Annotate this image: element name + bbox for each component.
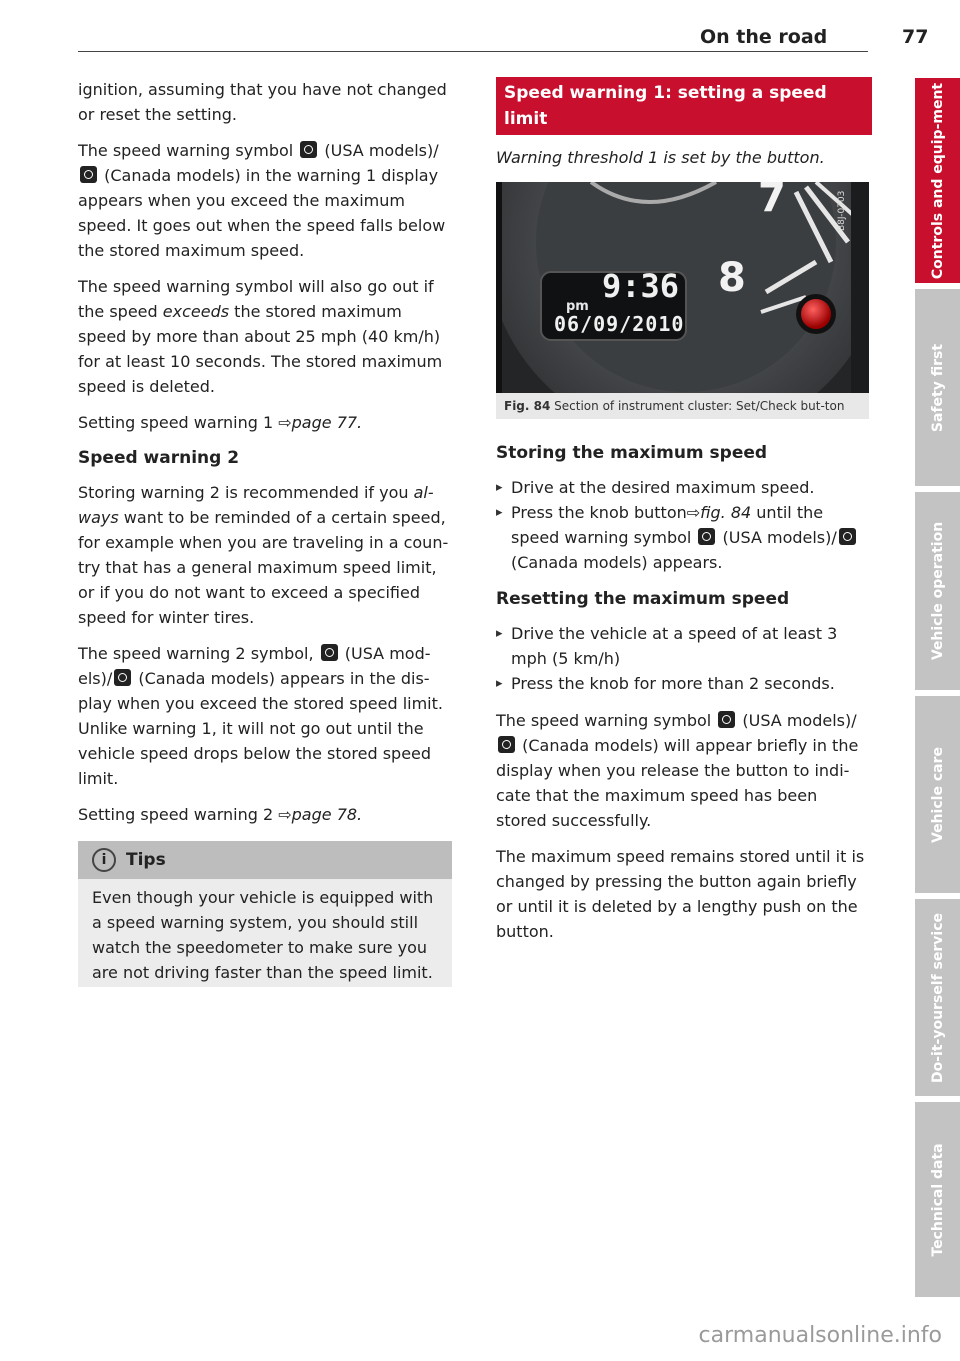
section-intro: Warning threshold 1 is set by the button. [496,148,825,167]
page-link[interactable]: page 77. [291,413,363,432]
display-time: 9:36 [602,267,680,305]
speed-warning-usa-icon [300,141,317,158]
paragraph: The speed warning symbol will also go out if the speed exceeds the stored maximum speed by more than about 25 mph (40 km/h) for at least 10 seconds. The stored maximum speed is deleted. [78,277,443,396]
heading-resetting: Resetting the maximum speed [496,589,790,609]
cross-reference: Setting speed warning 1 ⇨page 77. [78,413,363,432]
paragraph: The speed warning symbol (USA models)/ (Canada models) will appear briefly in the display when you release the button to indi-cate that the maximum speed has been stored successfully. [496,711,859,830]
heading-speed-warning-2: Speed warning 2 [78,448,240,468]
tips-box [78,841,452,987]
tab-safety-first[interactable]: Safety first [915,289,960,486]
storing-steps [496,475,872,575]
right-column [496,77,872,955]
header-rule [78,51,868,52]
speed-warning-2-usa-icon [321,644,338,661]
tab-vehicle-operation[interactable]: Vehicle operation [915,492,960,690]
tab-do-it-yourself-service[interactable]: Do-it-yourself service [915,899,960,1096]
info-icon: i [92,848,116,872]
speed-warning-canada-icon [498,736,515,753]
running-header-section: On the road [700,26,828,48]
tips-title: Tips [126,850,166,870]
tab-technical-data[interactable]: Technical data [915,1102,960,1297]
section-title: Speed warning 1: setting a speed limit [496,77,872,135]
paragraph: The speed warning 2 symbol, (USA mod-els)/ (Canada models) appears in the dis-play when you exceed the stored speed limit. Unlike warning 1, it will not go out until the vehicle speed drops below the stored speed limit. [78,644,443,788]
display-ampm: pm [566,299,589,314]
figure-link[interactable]: fig. 84 [700,503,752,522]
speed-warning-2-canada-icon [114,669,131,686]
list-item: ▸ Drive the vehicle at a speed of at least 3 mph (5 km/h) [496,621,872,671]
list-item: ▸ Press the knob for more than 2 seconds. [496,671,872,696]
instrument-cluster-image [496,182,869,393]
speedo-digit-7: 7 [758,182,786,221]
page-number: 77 [902,26,929,48]
list-item: ▸ Press the knob button⇨fig. 84 until the speed warning symbol (USA models)/ (Canada models) appears. [496,500,872,575]
figure-code: B8J-0703 [837,190,847,231]
tab-vehicle-care[interactable]: Vehicle care [915,696,960,893]
cross-reference: Setting speed warning 2 ⇨page 78. [78,805,363,824]
figure-84 [496,182,869,419]
figure-caption: Fig. 84 Section of instrument cluster: Set/Check but-ton [504,399,845,413]
display-date: 06/09/2010 [554,312,685,336]
resetting-steps [496,621,872,696]
speedo-digit-8: 8 [718,255,746,301]
heading-storing: Storing the maximum speed [496,443,768,463]
speed-warning-usa-icon [718,711,735,728]
tips-body: Even though your vehicle is equipped with a speed warning system, you should still watch the speedometer to make sure you are not driving faster than the speed limit. [92,888,434,982]
paragraph: ignition, assuming that you have not changed or reset the setting. [78,80,447,124]
paragraph: The maximum speed remains stored until it is changed by pressing the button again briefly or until it is deleted by a lengthy push on the button. [496,847,865,941]
list-item: ▸ Drive at the desired maximum speed. [496,475,872,500]
speed-warning-usa-icon [698,528,715,545]
watermark: carmanualsonline.info [698,1323,942,1348]
page-link[interactable]: page 78. [291,805,363,824]
tab-controls-and-equipment[interactable]: Controls and equip-ment [915,78,960,283]
paragraph: The speed warning symbol (USA models)/ (Canada models) in the warning 1 display appears when you exceed the maximum speed. It goes out when the speed falls below the stored maximum speed. [78,141,446,260]
speed-warning-canada-icon [839,528,856,545]
left-column [78,77,452,987]
paragraph: Storing warning 2 is recommended if you al-ways want to be reminded of a certain speed, for example when you are traveling in a coun-try that has a general maximum speed limit, or if you do not want to exceed a specified speed for winter tires. [78,483,449,627]
speed-warning-canada-icon [80,166,97,183]
